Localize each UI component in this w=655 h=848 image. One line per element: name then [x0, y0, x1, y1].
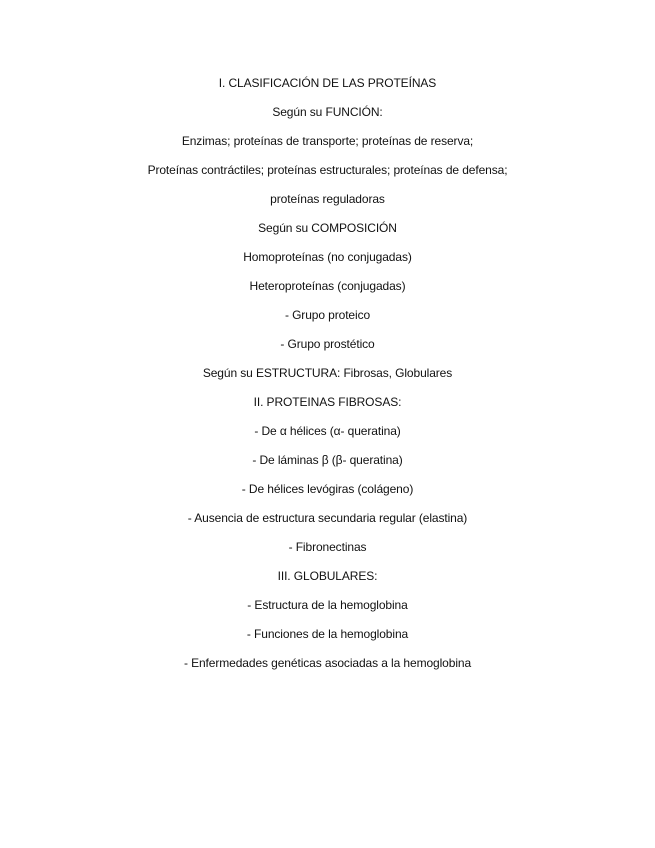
- text-line: proteínas reguladoras: [270, 192, 385, 206]
- section-heading: I. CLASIFICACIÓN DE LAS PROTEÍNAS: [218, 76, 437, 90]
- section-heading: III. GLOBULARES:: [277, 569, 378, 583]
- list-item: - De láminas β (β- queratina): [252, 453, 403, 467]
- list-item: - De hélices levógiras (colágeno): [241, 482, 414, 496]
- subheading: Según su FUNCIÓN:: [272, 105, 383, 119]
- subheading: Según su ESTRUCTURA: Fibrosas, Globulares: [202, 366, 453, 380]
- list-item: - Estructura de la hemoglobina: [247, 598, 408, 612]
- text-line: Enzimas; proteínas de transporte; proteínas de reserva;: [181, 134, 474, 148]
- outline-text: [0, 74, 655, 683]
- text-line: Heteroproteínas (conjugadas): [249, 279, 406, 293]
- list-item: - De α hélices (α- queratina): [254, 424, 401, 438]
- list-item: - Ausencia de estructura secundaria regular (elastina): [187, 511, 468, 525]
- list-item: - Fibronectinas: [288, 540, 367, 554]
- subheading: Según su COMPOSICIÓN: [258, 221, 397, 235]
- text-line: Homoproteínas (no conjugadas): [243, 250, 412, 264]
- section-heading: II. PROTEINAS FIBROSAS:: [253, 395, 402, 409]
- list-item: - Grupo prostético: [280, 337, 375, 351]
- list-item: - Enfermedades genéticas asociadas a la hemoglobina: [183, 656, 472, 670]
- list-item: - Funciones de la hemoglobina: [246, 627, 409, 641]
- list-item: - Grupo proteico: [284, 308, 371, 322]
- text-line: Proteínas contráctiles; proteínas estructurales; proteínas de defensa;: [147, 163, 508, 177]
